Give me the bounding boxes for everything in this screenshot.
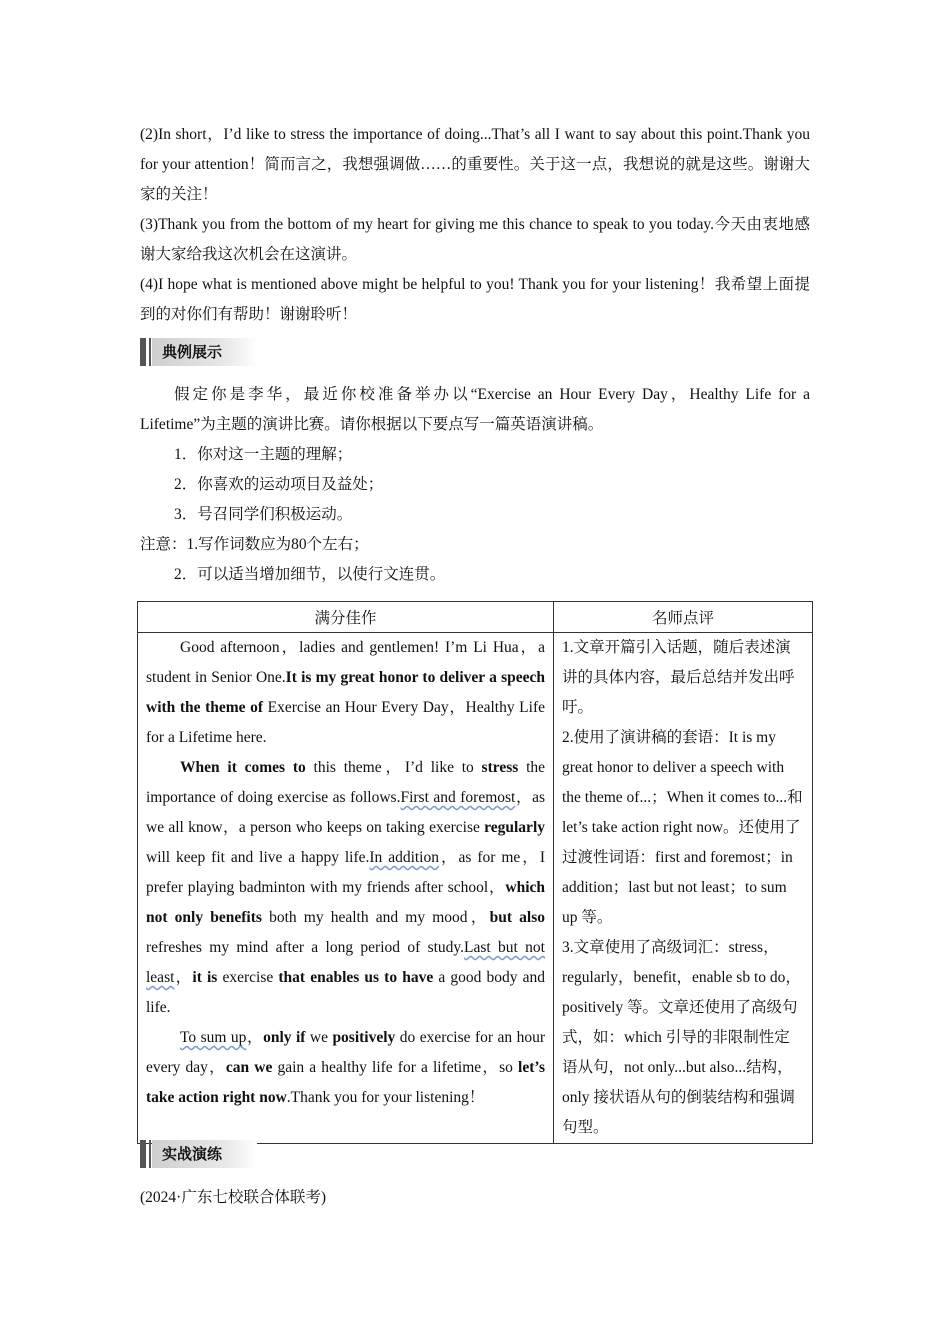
- section-banner-practice: [140, 1138, 340, 1172]
- page-body: [140, 120, 810, 590]
- essay-paragraph-1: Good afternoon，ladies and gentlemen! I’m Li Hua，a student in Senior One.It is my great honor to deliver a speech with the theme of Exercise an Hour Every Day，Healthy Life for a Lifetime here.: [146, 639, 545, 746]
- intro-paragraph-3: (3)Thank you from the bottom of my heart for giving me this chance to speak to you today.今天由衷地感谢大家给我这次机会在这演讲。: [140, 216, 810, 263]
- section-title-examples: 典例展示: [152, 338, 257, 366]
- essay-cell: [138, 633, 554, 1144]
- essay-table: [137, 601, 813, 1144]
- banner-bar: [140, 338, 146, 366]
- section-banner-examples: [140, 336, 810, 370]
- writing-prompt: 假定你是李华，最近你校准备举办以“Exercise an Hour Every Day，Healthy Life for a Lifetime”为主题的演讲比赛。请你根据以下要点写一篇英语演讲稿。: [140, 386, 810, 433]
- prompt-point-2: 2．你喜欢的运动项目及益处；: [174, 476, 384, 493]
- prompt-point-1: 1．你对这一主题的理解；: [174, 446, 353, 463]
- table-header-essay: 满分佳作: [138, 602, 554, 633]
- comment-2: 2.使用了演讲稿的套语：It is my great honor to deliver a speech with the theme of...；When it comes to...和 let’s take action right now。还使用了过渡性词语：first and foremost；in addition；last but not least；to sum up 等。: [562, 729, 803, 926]
- intro-paragraph-4: (4)I hope what is mentioned above might be helpful to you! Thank you for your listening！我希望上面提到的对你们有帮助！谢谢聆听！: [140, 276, 810, 323]
- comment-3: 3.文章使用了高级词汇：stress，regularly，benefit，enable sb to do，positively 等。文章还使用了高级句式，如：which 引导的非限制性定语从句，not only...but also...结构，only 接状语从句的倒装结构和强调句型。: [562, 939, 801, 1136]
- section-title-practice: 实战演练: [152, 1140, 257, 1168]
- essay-paragraph-3: To sum up，only if we positively do exercise for an hour every day，can we gain a healthy life for a lifetime，so let’s take action right now.Thank you for your listening！: [146, 1029, 546, 1106]
- practice-source: (2024·广东七校联合体联考): [140, 1189, 326, 1206]
- table-header-comments: 名师点评: [554, 602, 813, 633]
- comments-cell: [554, 633, 813, 1144]
- banner-bar: [140, 1140, 146, 1168]
- intro-paragraph-2: (2)In short，I’d like to stress the importance of doing...That’s all I want to say about this point.Thank you for your attention！简而言之，我想强调做……的重要性。关于这一点，我想说的就是这些。谢谢大家的关注！: [140, 126, 810, 203]
- essay-paragraph-2: When it comes to this theme，I’d like to stress the importance of doing exercise as follows.First and foremost，as we all know，a person who keeps on taking exercise regularly will keep fit and live a happy life.In addition，as for me，I prefer playing badminton with my friends after school，which not only benefits both my health and my mood，but also refreshes my mind after a long period of study.Last but not least，it is exercise that enables us to have a good body and life.: [146, 759, 546, 1016]
- prompt-note-1: 注意：1.写作词数应为80个左右；: [140, 536, 369, 553]
- prompt-point-3: 3．号召同学们积极运动。: [174, 506, 353, 523]
- comment-1: 1.文章开篇引入话题，随后表述演讲的具体内容，最后总结并发出呼吁。: [562, 639, 795, 716]
- prompt-note-2: 2．可以适当增加细节，以使行文连贯。: [174, 566, 446, 583]
- banner-bar-thin: [149, 338, 151, 366]
- banner-bar-thin: [149, 1140, 151, 1168]
